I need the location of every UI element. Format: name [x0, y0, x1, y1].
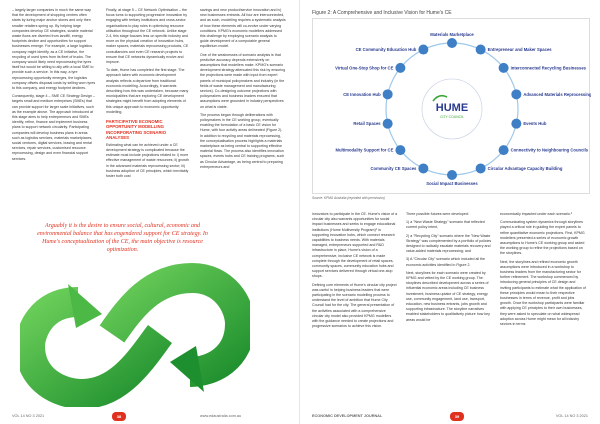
- figure-title: Figure 2: A Comprehensive and Inclusive Vision for Hume's CE: [312, 10, 452, 16]
- node-icon: [499, 145, 509, 155]
- body-paragraph: To date, Hume has completed the first stage. The approach taken with economic development analysis reflects a departure from traditional economic modelling. Accordingly, it warrants describing how this was undertaken, because many municipalities that are exploring CE development strategies might benefit from adopting elements of this unique approach to economic opportunity modelling.: [106, 68, 189, 114]
- left-column-2: [106, 8, 190, 182]
- section-heading: PARTICIPATIVE ECONOMIC OPPORTUNITY MODELLING INCORPORATING SCENARIO ANALYSES: [106, 119, 167, 141]
- hume-logo-text: HUME: [435, 102, 469, 114]
- figure-2-diagram: [312, 18, 590, 194]
- body-paragraph: Estimating what can be achieved under a CE development strategy is complicated because the estimate must include projections related to: i) more effective management of waste resources; ii) growth in the advanced materials reprocessing sector; iii) business adoption of CE principles, which inevitably foster both cost: [106, 142, 190, 178]
- volume-label: VOL 14 NO 3 2021: [12, 414, 45, 418]
- right-column-2: [406, 212, 492, 326]
- body-paragraph: The process began through deliberations with policymakers in the CE working group, eventually enabling the formulation of a basic CE vision for Hume, with four activity areas delineated (Figure 2). In addition to recycling and materials reprocessing, the conceptualisation process highlights a materials marketplace as being central to supporting effective material flows. The process also identifies innovation spaces, events hubs and CE training programs, such as Circular Advantage, as being central to preparing entrepreneurs and: [200, 112, 285, 169]
- body-paragraph: Next, storylines for each scenario were created by KPMG and vetted by the CE working group. The storylines described development across a series of influential economic areas including CE business investment, business uptake of CE strategy, energy use, community engagement, land use, transport, education, new business entrants, jobs growth and supporting infrastructure. The storyline narratives enabled stakeholders to qualitatively picture how key areas would be: [406, 270, 490, 322]
- scenarios-intro: Three possible futures were developed:: [406, 212, 469, 216]
- node-label: Materials Marketplace: [430, 32, 474, 37]
- body-paragraph: – largely larger companies in much the same way that the development of shopping centres often starts by luring major anchor stores and only then smaller retailers spring up. By helping large companies develop CE strategies, sizable material waste flows are diverted from landfill, energy footprints decline and opportunities for support businesses emerge. For example, a large logistics company might identify, as a CE initiative, the recycling of used tyres from its fleet of trucks. The company would likely need reprocessing the tyres itself but would be willing to ally with a local SME to provide such a service. In this way, a tyre reprocessing opportunity emerges, the logistics company offsets disposal costs by selling worn tyres to this company, and energy footprint declines.: [12, 8, 96, 91]
- left-column-1: [12, 8, 96, 165]
- right-column-1: [312, 212, 398, 332]
- body-paragraph: savings and new product/service innovation and iv) new businesses entrants. All four are interconnected, and as such, modelling requires a systematic analysis of how these elements will co-evolve under varying conditions. KPMG's economic modellers addressed this challenge by employing scenario analysis to guide development of a computable general equilibrium model.: [200, 8, 286, 49]
- node-icon: [447, 38, 457, 48]
- scenario-item: 1) a "New Waste Strategy" scenario that reflected current policy intent,: [406, 220, 485, 230]
- node-label: Virtual One-Stop Shop for CE: [335, 65, 394, 71]
- node-icon: [383, 89, 393, 99]
- ce-vision-wheel: [313, 19, 591, 195]
- node-label: Social Impact Businesses: [426, 181, 478, 186]
- node-label: Events Hub: [523, 121, 547, 127]
- node-icon: [511, 89, 521, 99]
- scenario-list: [406, 220, 492, 268]
- body-paragraph: Consequently, stage 4 – SME CE Strategy Design – targets small and medium enterprises (SMEs) that can provide support for larger scale initiatives, such as the example above. The approach introduced at this stage aims to help entrepreneurs and SMEs identify, refine, finance and implement business plans to support network circularity. Participating companies will develop business plans in areas such as logistics services, materials marketplaces, social ventures, digital services, leasing and rental services, repair services, customised resource reprocessing, design and even financial support services.: [12, 94, 95, 161]
- node-icon: [476, 163, 486, 173]
- node-icon: [499, 63, 509, 73]
- node-label: Interconnected Recycling Businesses: [510, 65, 587, 71]
- node-icon: [476, 45, 486, 55]
- left-footer: [0, 410, 300, 424]
- node-label: Entrepreneur and Maker Spaces: [487, 47, 552, 53]
- node-label: Circular Advantage Capacity Building: [487, 165, 563, 171]
- volume-label: VOL 14 NO 3 2021: [555, 414, 588, 418]
- node-label: Advanced Materials Reprocessing: [523, 91, 591, 97]
- body-paragraph: Next, the storylines and refined economic growth assumptions were introduced in a workshop to business leaders from the manufacturing sector for further refinement. The workshop commenced by introducing general principles of CE design and inviting participants to estimate what the application of these principles would mean to their respective businesses in terms of revenue, profit and jobs growth. Once the workshop participants were familiar with applying CE principles to their own businesses, they were asked to speculate on what widespread adoption across Hume might mean for all industry sectors in terms: [500, 259, 586, 327]
- node-icon: [395, 145, 405, 155]
- node-icon: [447, 170, 457, 180]
- node-label: Multimodality Support for CE: [335, 147, 394, 153]
- right-column-3: [500, 212, 586, 330]
- body-paragraph: One of the weaknesses of scenario analysis is that predictive accuracy depends extensively on assumptions that modellers make. KPMG's scenario development strategy attenuated this risk by ensuring the projections were made with input from expert panels of municipal policymakers and industry (in the fields of waste management and manufacturing sectors). Co-designing outcome projections with policymakers and business leaders ensured that assumptions were grounded in industry perspectives on what is viable.: [200, 52, 286, 109]
- figure-caption: Source: KPMG Australia (reprinted with permission): [312, 196, 385, 200]
- right-page: [300, 0, 600, 424]
- page-number: 39: [450, 412, 464, 421]
- node-icon: [418, 45, 428, 55]
- hume-logo-subtitle: CITY COUNCIL: [440, 115, 464, 119]
- scenario-item: 2) a "Recycling City" scenario where the "New Waste Strategy" was complemented by a portfolio of policies designed to radically escalate materials recovery and value-added materials reprocessing; and: [406, 233, 492, 254]
- page-number: 38: [112, 412, 126, 421]
- circular-economy-infinity-graphic: [20, 262, 250, 407]
- right-footer: [300, 410, 600, 424]
- node-label: CE Community Education Hub: [355, 47, 417, 53]
- node-icon: [418, 163, 428, 173]
- body-paragraph: innovators to participate in the CE. Hume's vision of a circular city also warrants opportunities for social impact businesses and seeks to engage educational institutions (Hume Multiversity Program)² in supporting innovation hubs, which connect research capabilities to business needs. With materials managed, entrepreneurs supported and R&D infrastructure in place, Hume's vision of a comprehensive, inclusive CE network is made complete through the development of retail spaces, community spaces, community education hubs and support services delivered through virtual one-stop shops.: [312, 212, 398, 279]
- scenario-item: 3) A "Circular City" scenario which included all the economic activities identified in Figure 2.: [406, 257, 486, 267]
- node-icon: [511, 119, 521, 129]
- pull-quote: Arguably it is the desire to ensure social, cultural, economic and environmental balance that has engendered support for CE strategy. In Hume's conceptualization of the CE, the main objective is resource optimization.: [37, 223, 208, 253]
- node-label: CE Innovation Hub: [343, 91, 381, 97]
- node-icon: [383, 119, 393, 129]
- website-url[interactable]: www.edaustralia.com.au: [200, 414, 242, 418]
- journal-name: ECONOMIC DEVELOPMENT JOURNAL: [312, 414, 383, 418]
- body-paragraph: Communicating system dynamics through storylines played a critical role in guiding the expert panels to refine quantitative economic projections. First, KPMG modellers presented a series of economic growth assumptions to Hume's CE working group and asked the working group to refine the projections based on the storylines.: [500, 220, 585, 256]
- body-paragraph: Finally, at stage 5 – CE Network Optimisation – the focus turns to supporting progressive innovation by engaging with tertiary institutions and cross-sector organisations to play roles in optimising resource utilisation throughout the CE network. Unlike stage 2-4, this stage focuses less on specific industry and more on the physical creation of innovation hubs, maker spaces, materials reprocessing products, CE consultancies and even CE research projects to ensure that CE networks dynamically evolve and improve.: [106, 8, 189, 65]
- body-paragraph: economically impacted under each scenario.²: [500, 212, 573, 216]
- body-paragraph: Defining core elements of Hume's circular city project was useful in helping business leaders that were participating in the scenario modelling process to understand the level of ambition that Hume City Council had for the city. The general presentation of the activities associated with a comprehensive circular city model also provided KPMG modellers with the guidance needed to create projections and progressive scenarios to achieve this vision.: [312, 282, 397, 329]
- node-label: Community CE Spaces: [370, 165, 417, 171]
- node-label: Connectivity to Neighbouring Councils: [510, 147, 589, 153]
- node-icon: [395, 63, 405, 73]
- node-label: Retail Spaces: [353, 121, 381, 127]
- left-column-3: [200, 8, 286, 173]
